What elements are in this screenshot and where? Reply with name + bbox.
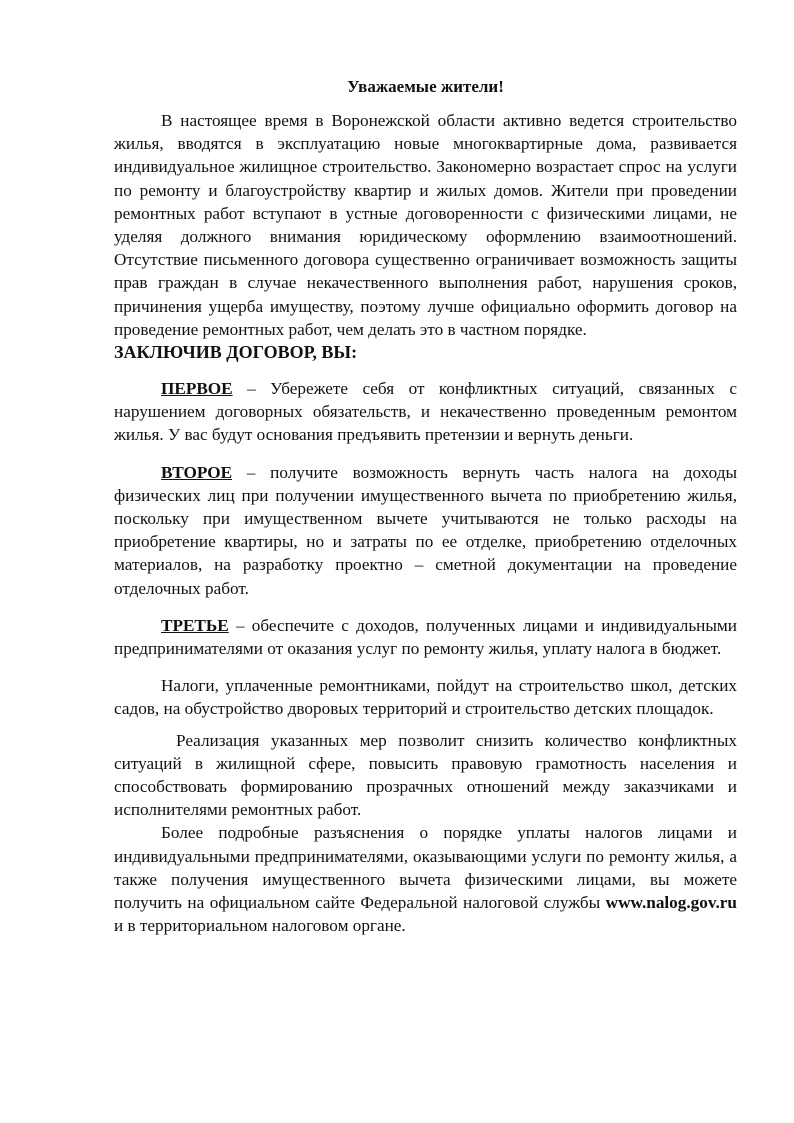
intro-paragraph: В настоящее время в Воронежской области активно ведется строительство жилья, вводятся в эксплуатацию новые многоквартирные дома, развивается индивидуальное жилищное строительство. Закономерно возрастает спрос на услуги по ремонту и благоустройству квартир и жилых домов. Жители при проведении ремонтных работ вступают в устные договоренности с физическими лицами, не уделяя должного внимания юридическому оформлению взаимоотношений. Отсутствие письменного договора существенно ограничивает возможность защиты прав граждан в случае некачественного выполнения работ, нарушения сроков, причинения ущерба имуществу, поэтому лучше официально оформить договор на проведение ремонтных работ, чем делать это в частном порядке. (114, 111, 737, 339)
more-info-text: Более подробные разъяснения о порядке уплаты налогов лицами и индивидуальными предпринимателями, оказывающими услуги по ремонту жилья, а также получения имущественного вычета физическими лицами, вы можете получить на официальном сайте Федеральной налоговой службы (114, 823, 737, 913)
second-point-label: ВТОРОЕ (161, 462, 233, 482)
second-point-paragraph (114, 461, 737, 600)
second-point-text: – получите возможность вернуть часть налога на доходы физических лиц при получении имущественного вычета по приобретению жилья, поскольку при имущественном вычете учитываются не только расходы на приобретение квартиры, но и затраты по ее отделке, приобретению отделочных материалов, на разработку проектно – сметной документации на проведение отделочных работ. (114, 462, 737, 598)
section-heading: ЗАКЛЮЧИВ ДОГОВОР, ВЫ: (114, 342, 358, 363)
more-info-end-text: и в территориальном налоговом органе. (114, 916, 406, 936)
document-title: Уважаемые жители! (347, 77, 504, 96)
more-info-paragraph (114, 821, 737, 937)
taxes-paragraph: Налоги, уплаченные ремонтниками, пойдут на строительство школ, детских садов, на обустройство дворовых территорий и строительство детских площадок. (114, 676, 737, 719)
third-point-paragraph (114, 614, 737, 660)
tax-service-site-link[interactable]: www.nalog.gov.ru (605, 893, 737, 913)
measures-paragraph: Реализация указанных мер позволит снизить количество конфликтных ситуаций в жилищной сфере, повысить правовую грамотность населения и способствовать формированию прозрачных отношений между заказчиками и исполнителями ремонтных работ. (114, 730, 737, 820)
third-point-label: ТРЕТЬЕ (161, 615, 229, 635)
first-point-label: ПЕРВОЕ (161, 379, 233, 399)
document-page (114, 76, 737, 938)
first-point-paragraph (114, 377, 737, 447)
third-point-text: – обеспечите с доходов, полученных лицами и индивидуальными предпринимателями от оказания услуг по ремонту жилья, уплату налога в бюджет. (114, 615, 737, 659)
first-point-text: – Убережете себя от конфликтных ситуаций, связанных с нарушением договорных обязательств, и некачественно проведенным ремонтом жилья. У вас будут основания предъявить претензии и вернуть деньги. (114, 379, 737, 445)
